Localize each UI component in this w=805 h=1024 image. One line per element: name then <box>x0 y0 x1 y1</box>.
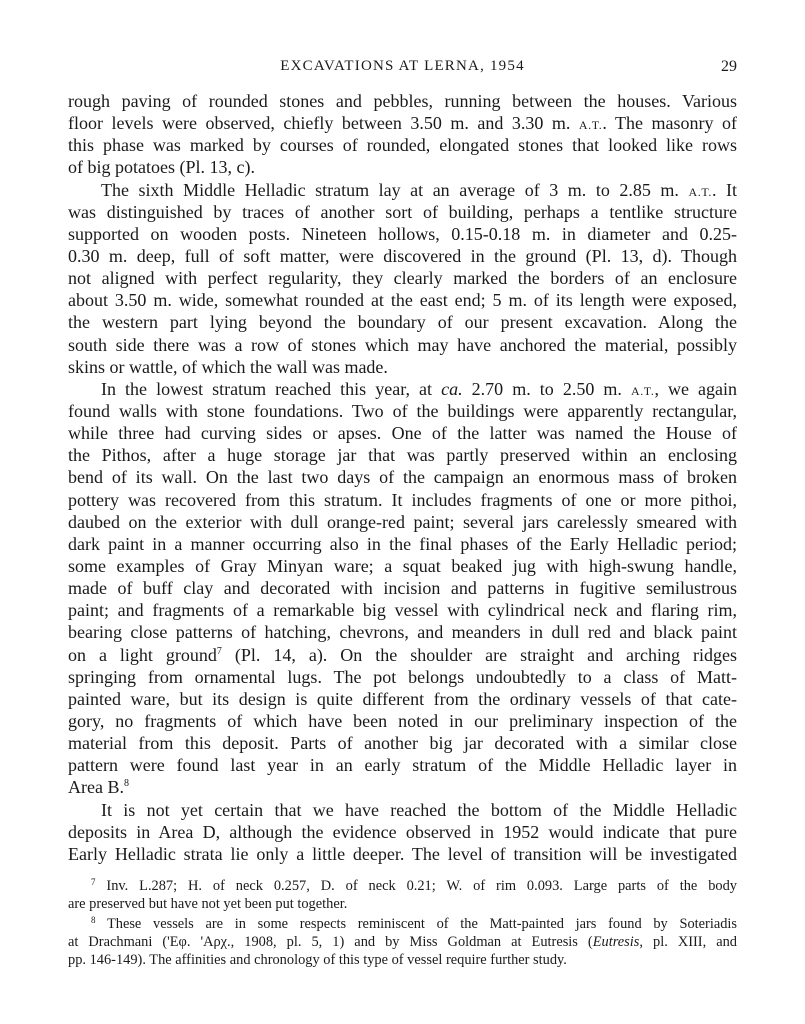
text-line: rough paving of rounded stones and pebbles, running between the houses. Various <box>68 91 737 111</box>
text-line: paint; and fragments of a remarkable big vessel with cylindrical neck and flaring rim, <box>68 600 737 621</box>
abbreviation-at: A.T. <box>578 118 603 133</box>
text-line: bearing close patterns of hatching, chevrons, and meanders in dull red and black paint <box>68 622 737 643</box>
text-line: daubed on the exterior with dull orange-red paint; several jars carelessly smeared with <box>68 511 737 532</box>
page-number: 29 <box>721 58 737 75</box>
body-text <box>68 90 737 865</box>
text-line: about 3.50 m. wide, somewhat rounded at the east end; 5 m. of its length were exposed, <box>68 290 737 311</box>
footnote-8-cont: pp. 146-149). The affinities and chronology of this type of vessel require further study. <box>68 952 567 968</box>
text-line: Early Helladic strata lie only a little deeper. The level of transition will be investigated <box>68 843 737 864</box>
text-line: on a light ground$^7$ (Pl. 14, a). On the shoulder are straight and arching ridges <box>68 644 737 665</box>
text-line: the Pithos, after a huge storage jar that was partly preserved within an enclosing <box>68 445 737 466</box>
text-line: gory, no fragments of which have been noted in our preliminary inspection of the <box>68 710 737 731</box>
text-line: dark paint in a manner occurring also in the final phases of the Early Helladic period; <box>68 533 737 554</box>
running-title: EXCAVATIONS AT LERNA, 1954 <box>280 58 525 74</box>
text-line: this phase was marked by courses of rounded, elongated stones that looked like rows <box>68 135 737 156</box>
text-line: Area B.$^8$ <box>68 777 129 798</box>
text-line: found walls with stone foundations. Two of the buildings were apparently rectangular, <box>68 400 737 421</box>
text-line: was distinguished by traces of another sort of building, perhaps a tentlike structure <box>68 201 737 222</box>
footnote-7-cont: are preserved but have not yet been put together. <box>68 896 348 912</box>
text-line: floor levels were observed, chiefly between 3.50 m. and 3.30 m. A.T.. The masonry of <box>68 113 737 134</box>
text-line: deposits in Area D, although the evidence observed in 1952 would indicate that pure <box>68 821 737 842</box>
text-line: It is not yet certain that we have reached the bottom of the Middle Helladic <box>101 799 737 820</box>
text-line: material from this deposit. Parts of another big jar decorated with a similar close <box>68 733 737 754</box>
footnote-7: $^7$ Inv. L.287; H. of neck 0.257, D. of neck 0.21; W. of rim 0.093. Large parts of the body <box>91 877 737 894</box>
text-line: south side there was a row of stones which may have anchored the material, possibly <box>68 334 737 355</box>
abbreviation-at: A.T. <box>688 184 712 199</box>
text-line: not aligned with perfect regularity, they clearly marked the borders of an enclosure <box>68 268 737 289</box>
text-line: of big potatoes (Pl. 13, c). <box>68 157 255 178</box>
text-line: while three had curving sides or apses. One of the latter was named the House of <box>68 423 737 444</box>
running-head <box>68 58 737 78</box>
footnote-ref-8: 8 <box>123 778 129 790</box>
footnote-8: $^8$ These vessels are in some respects reminiscent of the Matt-painted jars found by Soteriadis <box>91 915 737 932</box>
text-line: some examples of Gray Minyan ware; a squat beaked jug with high-swung handle, <box>68 555 737 576</box>
text-line: springing from ornamental lugs. The pot belongs undoubtedly to a class of Matt- <box>68 666 737 687</box>
text-line: The sixth Middle Helladic stratum lay at an average of 3 m. to 2.85 m. A.T.. It <box>101 179 738 200</box>
text-line: made of buff clay and decorated with incision and patterns in fugitive semilustrous <box>68 578 737 599</box>
text-line: skins or wattle, of which the wall was made. <box>68 356 388 377</box>
footnotes <box>68 877 737 969</box>
text-line: 0.30 m. deep, full of soft matter, were discovered in the ground (Pl. 13, d). Though <box>68 245 737 266</box>
abbreviation-at: A.T. <box>630 383 655 398</box>
footnote-8-cont: at Drachmani ('Εφ. 'Αρχ., 1908, pl. 5, 1) and by Miss Goldman at Eutresis (Eutresis, pl. XIII, and <box>68 934 737 950</box>
text-line: painted ware, but its design is quite different from the ordinary vessels of that cate- <box>68 688 737 709</box>
footnote-ref-7: 7 <box>216 645 222 657</box>
text-line: bend of its wall. On the last two days of the campaign an enormous mass of broken <box>68 467 737 488</box>
text-line: pottery was recovered from this stratum. It includes fragments of one or more pithoi, <box>68 489 737 510</box>
text-line: In the lowest stratum reached this year, at ca. 2.70 m. to 2.50 m. A.T., we again <box>101 378 738 399</box>
text-line: pattern were found last year in an early stratum of the Middle Helladic layer in <box>68 755 737 776</box>
text-line: the western part lying beyond the boundary of our present excavation. Along the <box>68 312 737 333</box>
text-line: supported on wooden posts. Nineteen hollows, 0.15-0.18 m. in diameter and 0.25- <box>68 223 737 244</box>
